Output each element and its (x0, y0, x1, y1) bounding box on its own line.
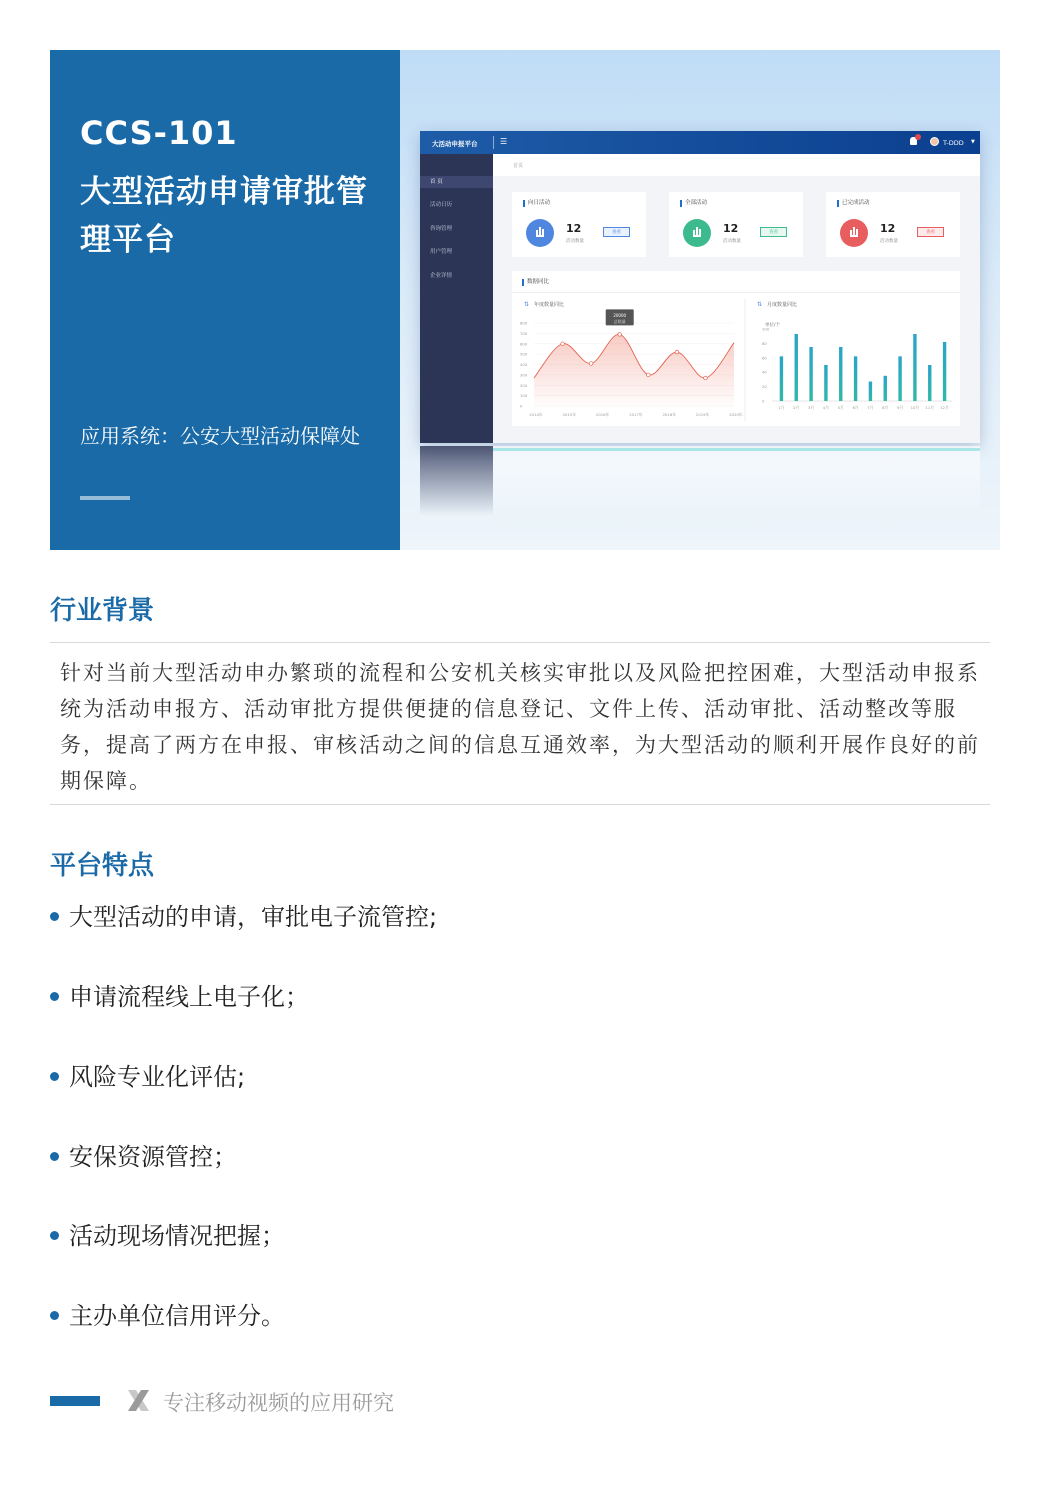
brand-logo-icon (125, 1387, 152, 1414)
product-title: 大型活动申请审批管理平台 (80, 174, 368, 258)
reflection-glow (493, 448, 980, 451)
bar (884, 376, 887, 401)
bullet-icon (50, 1311, 59, 1320)
x-tick-label: 7月 (867, 405, 874, 410)
line-point (589, 362, 593, 366)
feature-item: 活动现场情况把握； (50, 1216, 285, 1251)
feature-item: 主办单位信用评分。 (50, 1296, 285, 1331)
panel-title: 数据同比 (522, 279, 549, 286)
view-button: 查看 (917, 227, 944, 237)
card-title: 全部活动 (680, 200, 707, 207)
x-tick-label: 11月 (925, 405, 935, 410)
mock-sidebar (420, 154, 493, 443)
reflection (493, 446, 980, 516)
x-tick-label: 3月 (807, 405, 815, 410)
feature-item: 风险专业化评估; (50, 1057, 245, 1092)
client-label: 应用系统：公安大型活动保障处 (80, 424, 360, 448)
y-tick-label: 40 (762, 369, 767, 375)
breadcrumb: 首页 (513, 163, 524, 169)
y-tick-label: 400 (520, 362, 528, 367)
y-tick-label: 200 (520, 382, 528, 388)
bar (913, 334, 916, 401)
mock-app-window (420, 131, 980, 443)
mock-sidebar-item: 企业详情 (430, 273, 453, 279)
x-tick-label: 4月 (822, 405, 830, 410)
bullet-icon (50, 1072, 59, 1081)
mock-sidebar-item: 活动日历 (430, 202, 453, 208)
line-point (618, 333, 622, 337)
card-label: 活动数量 (723, 239, 741, 244)
x-tick-label: 12月 (940, 405, 949, 410)
bar (928, 365, 931, 401)
x-tick-label: 2017年 (629, 412, 643, 417)
y-tick-label: 500 (520, 351, 528, 357)
section-title-background: 行业背景 (50, 596, 155, 626)
x-tick-label: 2019年 (695, 412, 710, 417)
y-tick-label: 20 (762, 384, 767, 390)
y-tick-label: 0 (762, 398, 765, 404)
bar (824, 365, 827, 401)
bullet-icon (50, 992, 59, 1001)
y-tick-label: 600 (520, 341, 528, 347)
bullet-icon (50, 1152, 59, 1161)
section-title-features: 平台特点 (50, 851, 155, 881)
y-tick-label: 800 (520, 320, 528, 326)
bar-unit: 单位/个 (765, 323, 781, 328)
trend-icon: ⇅ (757, 301, 763, 308)
y-tick-label: 0 (520, 403, 523, 409)
footer-accent-bar (50, 1396, 100, 1406)
bar (854, 356, 857, 401)
charts-svg (512, 271, 960, 426)
card-value: 12 (566, 222, 582, 235)
bar (943, 342, 946, 401)
avatar (930, 137, 939, 146)
chart-icon (526, 219, 554, 247)
product-code: CCS-101 (80, 114, 238, 152)
feature-item: 大型活动的申请，审批电子流管控; (50, 897, 437, 932)
x-tick-label: 2月 (793, 405, 800, 410)
x-tick-label: 2014年 (529, 412, 543, 417)
hero-title-panel (50, 50, 400, 550)
line-point (704, 376, 708, 380)
mock-brand: 大活动申报平台 (432, 140, 478, 148)
x-tick-label: 8月 (882, 405, 889, 410)
bar (809, 347, 812, 401)
reflection (420, 446, 493, 516)
mock-sidebar-item: 首 页 (420, 176, 493, 188)
mock-stat-card (669, 192, 803, 257)
chart-icon (840, 219, 868, 247)
mock-sidebar-item: 咨询管理 (430, 226, 453, 232)
line-point (561, 342, 565, 346)
line-point (675, 350, 679, 354)
y-tick-label: 60 (762, 355, 767, 361)
bullet-icon (50, 912, 59, 921)
x-tick-label: 10月 (910, 405, 920, 410)
tooltip-value: 20000 (613, 312, 627, 318)
x-tick-label: 5月 (837, 405, 844, 410)
footer-slogan: 专注移动视频的应用研究 (163, 1391, 394, 1415)
card-title: 向日活动 (523, 200, 550, 207)
hero-banner (50, 50, 1000, 550)
view-button: 查看 (603, 227, 630, 237)
x-tick-label: 6月 (852, 405, 859, 410)
chart-icon (683, 219, 711, 247)
bar (839, 347, 842, 401)
notification-badge (915, 134, 921, 140)
mock-top-bar (420, 131, 980, 154)
mock-breadcrumb-bar (493, 154, 980, 176)
view-button: 查看 (760, 227, 787, 237)
x-tick-label: 1月 (778, 405, 785, 410)
x-tick-label: 2015年 (562, 412, 577, 417)
line-chart-title: 年度数量同比 (534, 302, 565, 308)
app-screenshot-panel (400, 50, 1000, 550)
y-tick-label: 100 (762, 326, 770, 332)
chevron-down-icon: ▼ (971, 139, 975, 145)
mock-sidebar-item: 用户管理 (430, 249, 453, 255)
y-tick-label: 80 (762, 340, 767, 346)
bar-chart-title: 月度数量同比 (767, 302, 798, 308)
card-label: 活动数量 (880, 239, 898, 244)
mock-username: T-DDD (943, 139, 964, 147)
background-paragraph: 针对当前大型活动申办繁琐的流程和公安机关核实审批以及风险把控困难，大型活动申报系统为活动申报方、活动审批方提供便捷的信息登记、文件上传、活动审批、活动整改等服务，提高了两方在申报、审核活动之间的信息互通效率，为大型活动的顺利开展作良好的前期保障。 (60, 661, 980, 793)
title-underline (80, 496, 130, 500)
card-value: 12 (880, 222, 896, 235)
line-point (646, 373, 650, 377)
x-tick-label: 2020年 (729, 412, 743, 417)
bar (898, 356, 901, 401)
mock-stat-card (826, 192, 960, 257)
bar (795, 334, 798, 401)
mock-chart-panel (512, 271, 960, 426)
divider (50, 804, 990, 805)
x-tick-label: 2018年 (662, 412, 677, 417)
bar (780, 356, 783, 401)
y-tick-label: 700 (520, 330, 528, 336)
x-tick-label: 2016年 (595, 412, 610, 417)
tooltip-label: 总数量 (613, 318, 626, 324)
bullet-icon (50, 1231, 59, 1240)
bar (869, 382, 872, 401)
feature-item: 安保资源管控； (50, 1137, 237, 1172)
y-tick-label: 300 (520, 372, 528, 378)
card-value: 12 (723, 222, 739, 235)
feature-item: 申请流程线上电子化； (50, 977, 309, 1012)
divider (50, 642, 990, 643)
trend-icon: ⇅ (524, 301, 530, 308)
mock-stat-card (512, 192, 646, 257)
mock-divider (493, 136, 494, 149)
x-tick-label: 9月 (896, 405, 904, 410)
menu-icon: ☰ (500, 137, 508, 146)
card-title: 已完成活动 (837, 200, 870, 207)
y-tick-label: 100 (520, 393, 528, 399)
card-label: 活动数量 (566, 239, 584, 244)
